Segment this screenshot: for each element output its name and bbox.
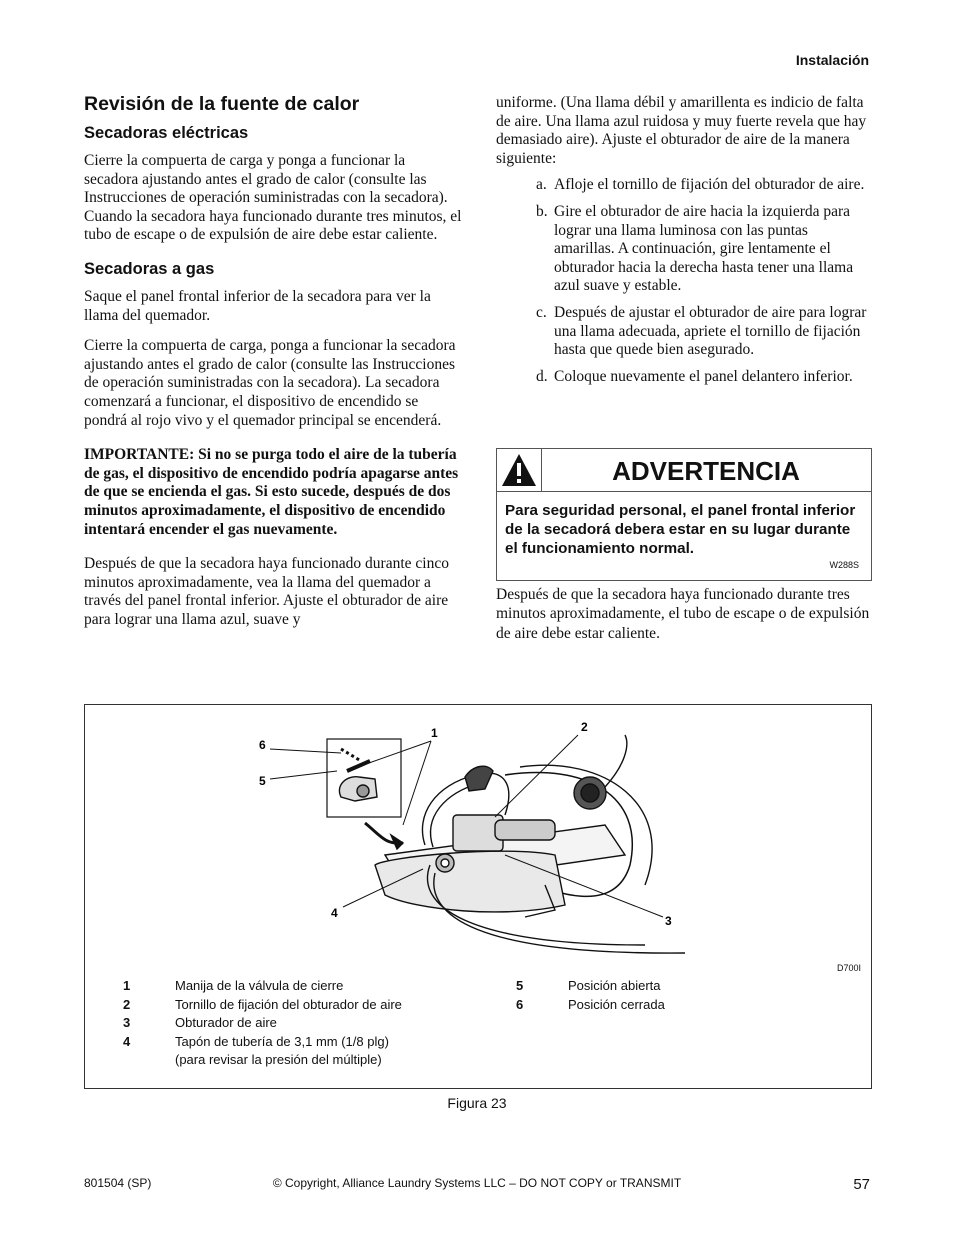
page-number: 57 xyxy=(853,1176,870,1193)
legend-number: 6 xyxy=(516,996,524,1012)
gas-valve-illustration xyxy=(85,705,871,955)
legend-row xyxy=(516,977,816,996)
step-letter: d. xyxy=(536,367,548,385)
legend-text: Posición abierta xyxy=(568,978,661,993)
warning-text: Para seguridad personal, el panel frontal inferior de la secadorá debera estar en su lugar durante el funcionamiento normal. xyxy=(505,502,856,557)
step-item xyxy=(496,176,871,195)
gas-heading: Secadoras a gas xyxy=(84,259,215,278)
figure-box xyxy=(84,704,872,1089)
legend-number: 4 xyxy=(123,1033,131,1049)
adjustment-steps xyxy=(496,176,871,386)
electric-heading: Secadoras eléctricas xyxy=(84,124,249,142)
left-column xyxy=(84,92,462,641)
after-paragraph: Después de que la secadora haya funcionado durante tres minutos aproximadamente, el tubo de escape o de expulsión de aire debe estar caliente. xyxy=(496,586,870,642)
gas-paragraph-3: Después de que la secadora haya funcionado durante cinco minutos aproximadamente, vea la llama del quemador a través del panel frontal inferior. Ajuste el obturador de aire para lograr una llama azul, suave y xyxy=(84,555,449,628)
warning-box xyxy=(496,448,872,581)
legend-row xyxy=(123,996,483,1015)
right-column xyxy=(496,94,871,394)
callout-5: 5 xyxy=(259,774,266,788)
callout-2: 2 xyxy=(581,720,588,734)
legend-text: Tapón de tubería de 3,1 mm (1/8 plg) xyxy=(175,1033,389,1049)
important-note: IMPORTANTE: Si no se purga todo el aire de la tubería de gas, el dispositivo de encendido podría apagarse antes de que se encienda el gas. Si esto sucede, después de dos minutos aproximadamente, el dispositivo de encendido intentará encender el gas nuevamente. xyxy=(84,446,459,538)
step-text: Después de ajustar el obturador de aire para lograr una llama adecuada, apriete el tornillo de fijación hasta que quede bien asegurado. xyxy=(554,303,867,359)
legend-row xyxy=(123,977,483,996)
legend-row xyxy=(123,1033,483,1052)
step-letter: c. xyxy=(536,303,547,321)
legend-row xyxy=(123,1051,483,1070)
warning-header xyxy=(497,449,871,492)
legend-number: 3 xyxy=(123,1015,131,1031)
legend-right xyxy=(516,977,816,1014)
legend-number: 2 xyxy=(123,996,131,1012)
gas-paragraph-2: Cierre la compuerta de carga, ponga a funcionar la secadora ajustando antes el grado de calor (consulte las Instrucciones de operación suministradas con la secadora). La secadora comenzará a funcionar, el dispositivo de encendido se pondrá al rojo vivo y el quemador principal se encenderá. xyxy=(84,337,456,429)
callout-3: 3 xyxy=(665,914,672,928)
legend-text: Tornillo de fijación del obturador de aire xyxy=(175,996,402,1012)
figure-code: D700I xyxy=(836,963,861,973)
step-item xyxy=(496,368,871,387)
legend-row xyxy=(123,1014,483,1033)
step-letter: a. xyxy=(536,176,547,194)
electric-paragraph: Cierre la compuerta de carga y ponga a funcionar la secadora ajustando antes el grado de calor (consulte las Instrucciones de operación suministradas con la secadora). Cuando la secadora haya funcionado durante tres minutos, el tubo de escape o de expulsión de aire debe estar caliente. xyxy=(84,152,462,244)
copyright-notice: © Copyright, Alliance Laundry Systems LLC – DO NOT COPY or TRANSMIT xyxy=(272,1176,682,1190)
legend-number: 5 xyxy=(516,978,524,993)
warning-title: ADVERTENCIA xyxy=(612,456,800,486)
step-item xyxy=(496,203,871,296)
gas-paragraph-1: Saque el panel frontal inferior de la secadora para ver la llama del quemador. xyxy=(84,287,431,324)
step-text: Coloque nuevamente el panel delantero inferior. xyxy=(554,367,853,385)
callout-6: 6 xyxy=(259,738,266,752)
page-title: Revisión de la fuente de calor xyxy=(84,93,360,115)
legend-text: Posición cerrada xyxy=(568,996,665,1012)
legend-number: 1 xyxy=(123,978,131,993)
step-text: Gire el obturador de aire hacia la izquierda para lograr una llama luminosa con las puntas amarillas. A continuación, gire lentamente el obturador hacia la derecha hasta tener una llama azul suave y estable. xyxy=(554,202,854,295)
step-item xyxy=(496,304,871,360)
step-text: Afloje el tornillo de fijación del obturador de aire. xyxy=(554,176,865,194)
step-letter: b. xyxy=(536,202,548,220)
figure-caption: Figura 23 xyxy=(447,1095,507,1111)
callout-1: 1 xyxy=(431,726,438,740)
doc-number: 801504 (SP) xyxy=(84,1176,152,1190)
callout-4: 4 xyxy=(331,906,338,920)
section-header: Instalación xyxy=(795,52,869,68)
warning-icon xyxy=(497,449,542,491)
continuation-paragraph: uniforme. (Una llama débil y amarillenta es indicio de falta de aire. Una llama azul ruidosa y muy fuerte revela que hay demasiado aire). Ajuste el obturador de aire de la manera siguiente: xyxy=(496,94,867,167)
warning-code: W288S xyxy=(829,560,859,570)
legend-text: Obturador de aire xyxy=(175,1015,277,1031)
legend-text: Manija de la válvula de cierre xyxy=(175,978,344,993)
legend-text: (para revisar la presión del múltiple) xyxy=(175,1052,382,1068)
legend-row xyxy=(516,996,816,1015)
legend-left xyxy=(123,977,483,1070)
